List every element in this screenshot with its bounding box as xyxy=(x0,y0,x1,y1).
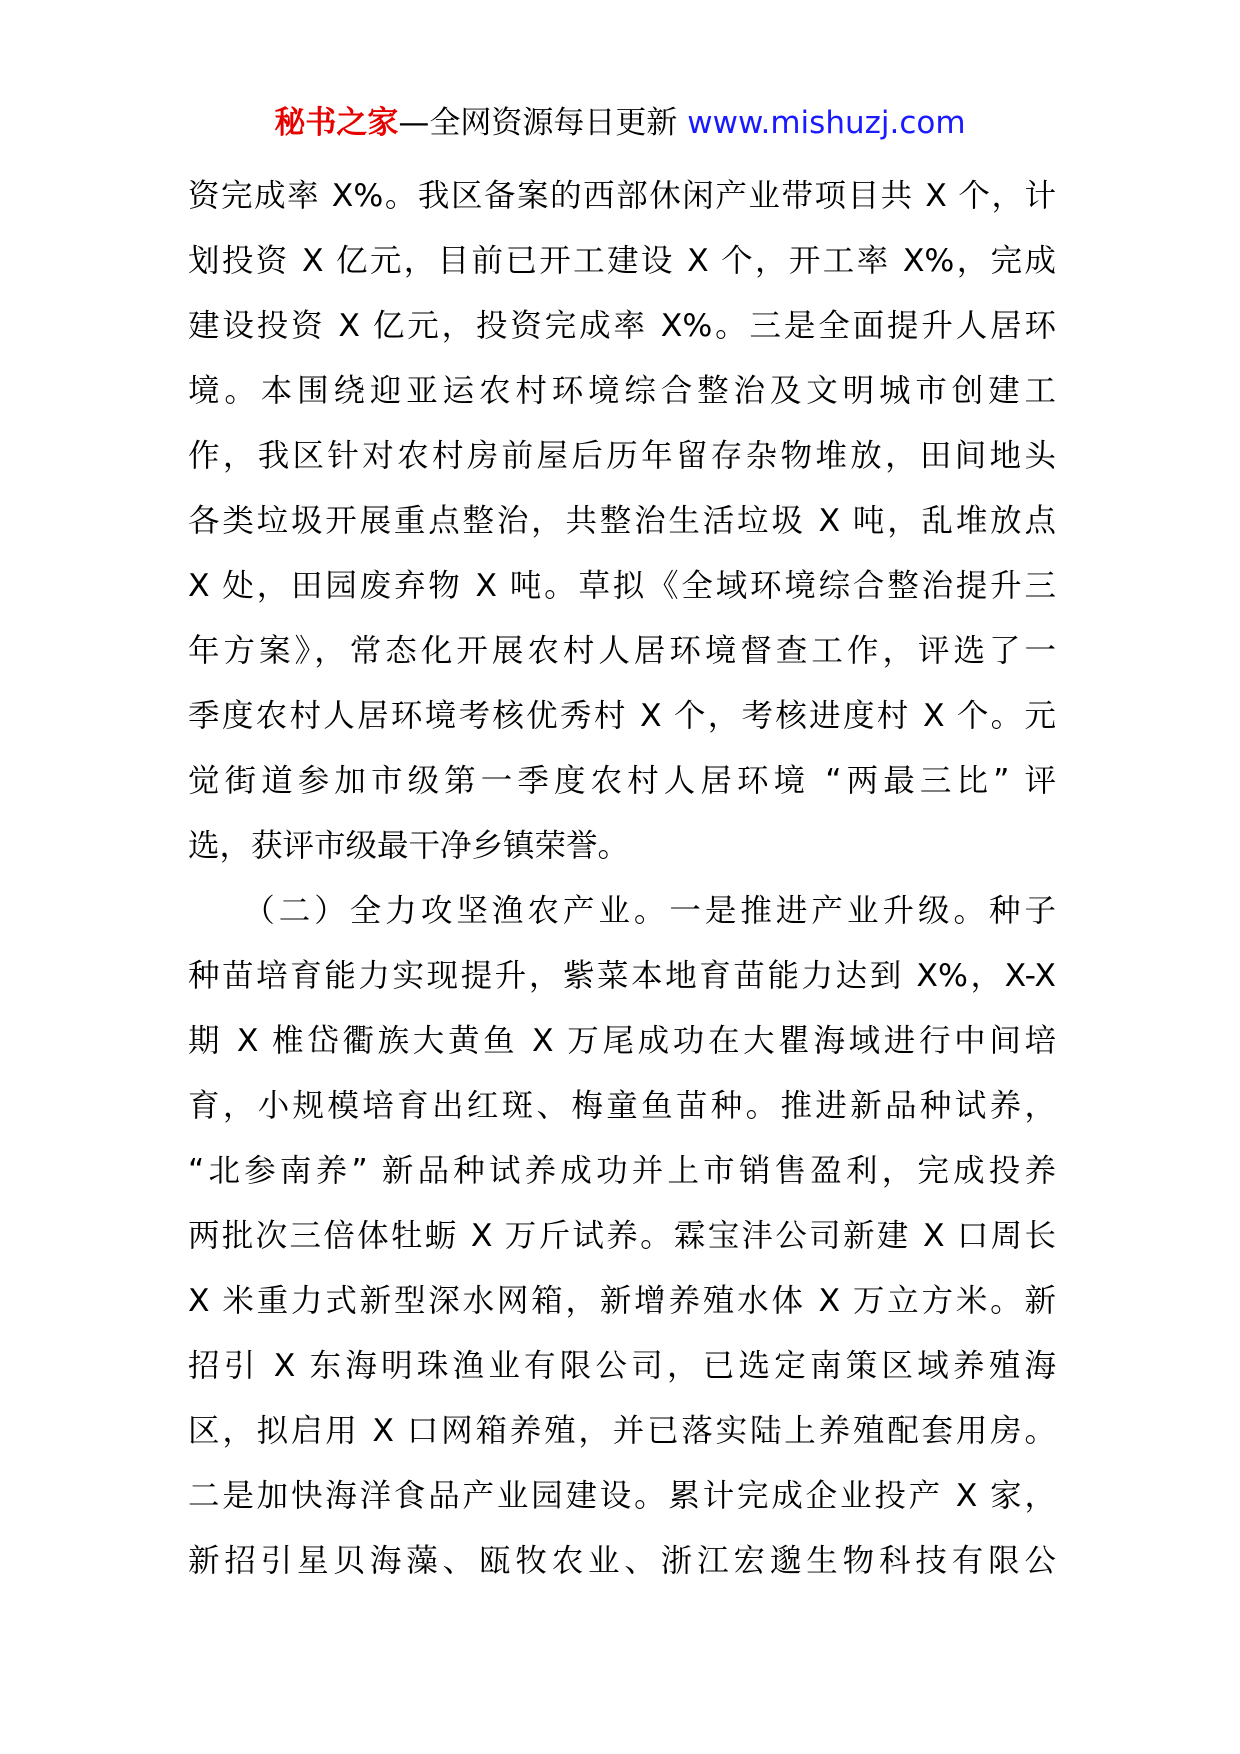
text-line: X 米重力式新型深水网箱，新增养殖水体 X 万立方米。新 xyxy=(188,1283,1056,1319)
text-line: 招引 X 东海明珠渔业有限公司，已选定南策区域养殖海 xyxy=(188,1348,1056,1384)
document-body xyxy=(188,164,1056,1594)
text-line: 作，我区针对农村房前屋后历年留存杂物堆放，田间地头 xyxy=(188,438,1056,474)
text-line: X 处，田园废弃物 X 吨。草拟《全域环境综合整治提升三 xyxy=(188,568,1056,604)
text-line: 建设投资 X 亿元，投资完成率 X%。三是全面提升人居环 xyxy=(188,308,1056,344)
text-line: 二是加快海洋食品产业园建设。累计完成企业投产 X 家， xyxy=(188,1478,1056,1514)
text-line: 境。本围绕迎亚运农村环境综合整治及文明城市创建工 xyxy=(188,373,1056,409)
text-line: 资完成率 X%。我区备案的西部休闲产业带项目共 X 个，计 xyxy=(188,178,1056,214)
text-line: 种苗培育能力实现提升，紫菜本地育苗能力达到 X%，X-X xyxy=(188,958,1056,994)
page-header xyxy=(0,100,1240,146)
site-tagline: —全网资源每日更新 xyxy=(398,105,688,141)
text-line: 两批次三倍体牡蛎 X 万斤试养。霖宝沣公司新建 X 口周长 xyxy=(188,1218,1056,1254)
site-brand: 秘书之家 xyxy=(274,105,399,141)
text-line: 划投资 X 亿元，目前已开工建设 X 个，开工率 X%，完成 xyxy=(188,243,1056,279)
text-line: 选，获评市级最干净乡镇荣誉。 xyxy=(188,828,630,864)
text-line: 新招引星贝海藻、瓯牧农业、浙江宏邈生物科技有限公 xyxy=(188,1543,1056,1579)
text-line: 觉街道参加市级第一季度农村人居环境 “两最三比” 评 xyxy=(188,763,1056,799)
text-line: 季度农村人居环境考核优秀村 X 个，考核进度村 X 个。元 xyxy=(188,698,1056,734)
text-line: 期 X 椎岱衢族大黄鱼 X 万尾成功在大瞿海域进行中间培 xyxy=(188,1023,1056,1059)
text-line: 各类垃圾开展重点整治，共整治生活垃圾 X 吨，乱堆放点 xyxy=(188,503,1056,539)
text-line: 区，拟启用 X 口网箱养殖，并已落实陆上养殖配套用房。 xyxy=(188,1413,1056,1449)
text-line: “北参南养” 新品种试养成功并上市销售盈利，完成投养 xyxy=(188,1153,1056,1189)
text-line: 年方案》，常态化开展农村人居环境督查工作，评选了一 xyxy=(188,633,1056,669)
text-line: （二）全力攻坚渔农产业。一是推进产业升级。种子 xyxy=(188,893,1056,929)
text-line: 育，小规模培育出红斑、梅童鱼苗种。推进新品种试养， xyxy=(188,1088,1056,1124)
site-url-link[interactable]: www.mishuzj.com xyxy=(687,105,966,141)
